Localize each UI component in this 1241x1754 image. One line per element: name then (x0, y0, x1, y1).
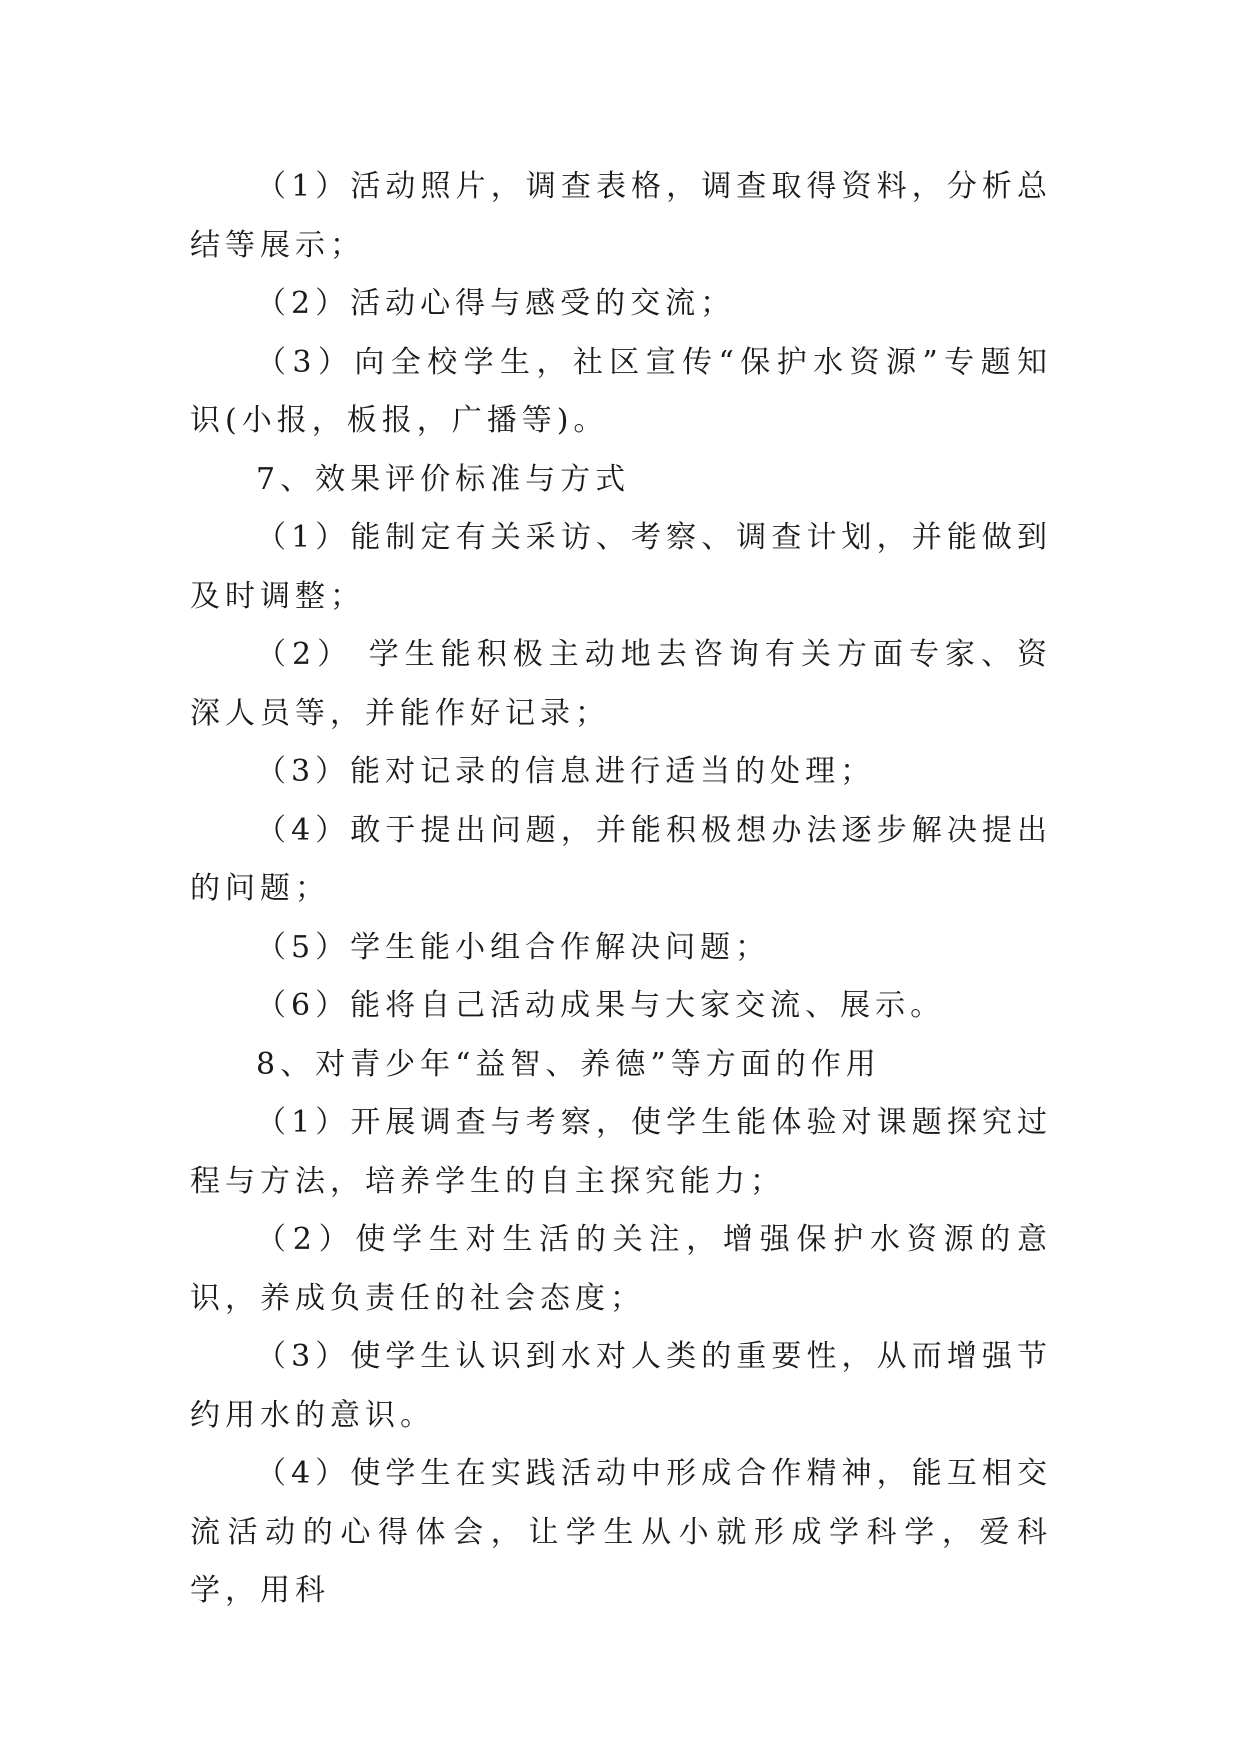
paragraph-effect-2: （2）使学生对生活的关注，增强保护水资源的意识，养成负责任的社会态度； (190, 1222, 1052, 1316)
paragraph-evaluation-4: （4）敢于提出问题，并能积极想办法逐步解决提出的问题； (190, 812, 1052, 906)
paragraph-effect-4: （4）使学生在实践活动中形成合作精神，能互相交流活动的心得体会，让学生从小就形成学科学，爱科学，用科 (190, 1456, 1052, 1608)
paragraph-effect-1: （1）开展调查与考察，使学生能体验对课题探究过程与方法，培养学生的自主探究能力； (190, 1105, 1052, 1199)
section-heading-effects: 8、对青少年“益智、养德”等方面的作用 (256, 1046, 881, 1082)
paragraph-publicity: （3）向全校学生，社区宣传“保护水资源”专题知识(小报，板报，广播等)。 (190, 344, 1052, 438)
document-body (190, 158, 1052, 1621)
paragraph-experience-exchange: （2）活动心得与感受的交流； (256, 286, 736, 321)
paragraph-evaluation-2: （2） 学生能积极主动地去咨询有关方面专家、资深人员等，并能作好记录； (190, 637, 1052, 731)
paragraph-evaluation-6: （6）能将自己活动成果与大家交流、展示。 (256, 988, 946, 1023)
paragraph-evaluation-5: （5）学生能小组合作解决问题； (256, 929, 771, 965)
paragraph-effect-3: （3）使学生认识到水对人类的重要性，从而增强节约用水的意识。 (190, 1339, 1052, 1433)
paragraph-results-display: （1）活动照片，调查表格，调查取得资料，分析总结等展示； (190, 169, 1052, 263)
paragraph-evaluation-3: （3）能对记录的信息进行适当的处理； (256, 754, 876, 789)
section-heading-evaluation: 7、效果评价标准与方式 (256, 461, 631, 497)
paragraph-evaluation-1: （1）能制定有关采访、考察、调查计划，并能做到及时调整； (190, 520, 1052, 614)
